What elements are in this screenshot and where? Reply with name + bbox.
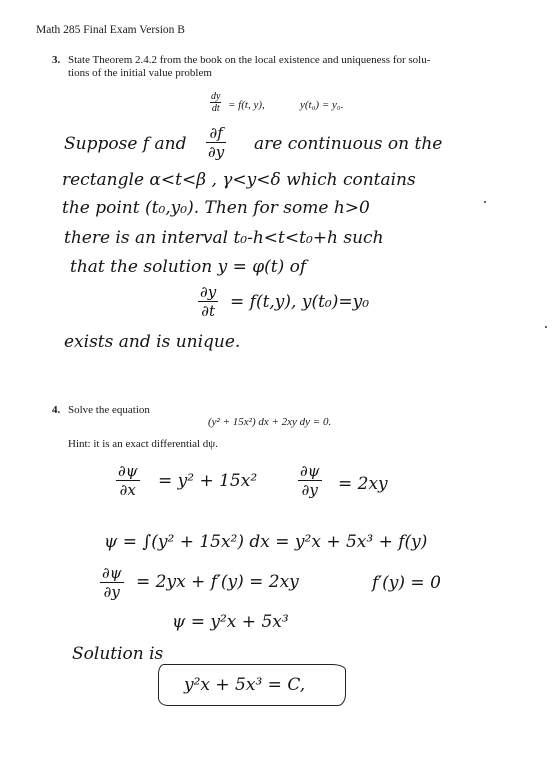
ivp-initial-condition: y(t₀) = y₀. bbox=[300, 99, 344, 111]
q3-answer-line-6: = f(t,y), y(t₀)=y₀ bbox=[230, 292, 370, 312]
stray-mark bbox=[484, 201, 486, 203]
final-answer: y²x + 5x³ = C, bbox=[184, 675, 306, 695]
q3-answer-line-3: the point (t₀,y₀). Then for some h>0 bbox=[62, 198, 370, 218]
q3-answer-line-2: rectangle α<t<β , γ<y<δ which contains bbox=[62, 170, 416, 190]
question-3-prompt-line-2: tions of the initial value problem bbox=[68, 67, 212, 79]
question-4-prompt: Solve the equation bbox=[68, 404, 150, 416]
ivp-rhs: = f(t, y), bbox=[228, 99, 265, 111]
psi-y-partial bbox=[298, 462, 322, 499]
question-4-equation: (y² + 15x²) dx + 2xy dy = 0. bbox=[208, 416, 332, 428]
q3-answer-line-7: exists and is unique. bbox=[64, 332, 241, 352]
question-3-prompt-line-1: State Theorem 2.4.2 from the book on the local existence and uniqueness for solu- bbox=[68, 54, 431, 66]
partial-f-denominator: ∂y bbox=[208, 143, 225, 161]
q3-partial-f-partial-y bbox=[206, 124, 226, 161]
ivp-derivative-numerator: dy bbox=[211, 91, 221, 102]
ivp-derivative bbox=[210, 91, 221, 114]
partial-f-numerator: ∂f bbox=[206, 124, 226, 143]
psi-result: ψ = y²x + 5x³ bbox=[172, 612, 289, 632]
psi-y-denominator: ∂y bbox=[301, 481, 318, 499]
partial-t-denominator: ∂t bbox=[201, 302, 216, 320]
q3-answer-line-1a: Suppose f and bbox=[64, 134, 187, 154]
derivative-partial bbox=[100, 564, 124, 601]
psi-x-denominator: ∂x bbox=[119, 481, 136, 499]
f-prime-zero: f′(y) = 0 bbox=[372, 573, 441, 593]
q3-partial-y-partial-t bbox=[198, 283, 218, 320]
q3-answer-line-1b: are continuous on the bbox=[254, 134, 443, 154]
page-header: Math 285 Final Exam Version B bbox=[36, 24, 185, 36]
q3-answer-line-5: that the solution y = φ(t) of bbox=[70, 257, 307, 277]
solution-label: Solution is bbox=[72, 644, 164, 664]
margin-mark bbox=[545, 326, 547, 328]
derivative-denominator: ∂y bbox=[103, 583, 120, 601]
integral-line: ψ = ∫(y² + 15x²) dx = y²x + 5x³ + f(y) bbox=[104, 532, 428, 552]
question-4-hint: Hint: it is an exact differential dψ. bbox=[68, 438, 218, 450]
partial-y-numerator: ∂y bbox=[200, 283, 217, 301]
q3-answer-line-4: there is an interval t₀-h<t<t₀+h such bbox=[64, 228, 384, 248]
question-4-number: 4. bbox=[52, 404, 61, 416]
psi-y-equation: = 2xy bbox=[338, 474, 388, 494]
psi-x-equation: = y² + 15x² bbox=[158, 471, 258, 491]
question-3-number: 3. bbox=[52, 54, 61, 66]
ivp-derivative-denominator: dt bbox=[211, 103, 220, 114]
derivative-numerator: ∂ψ bbox=[102, 564, 122, 582]
psi-x-partial bbox=[116, 462, 140, 499]
psi-x-numerator: ∂ψ bbox=[118, 462, 138, 480]
derivative-equation: = 2yx + f′(y) = 2xy bbox=[136, 572, 299, 592]
psi-y-numerator: ∂ψ bbox=[300, 462, 320, 480]
